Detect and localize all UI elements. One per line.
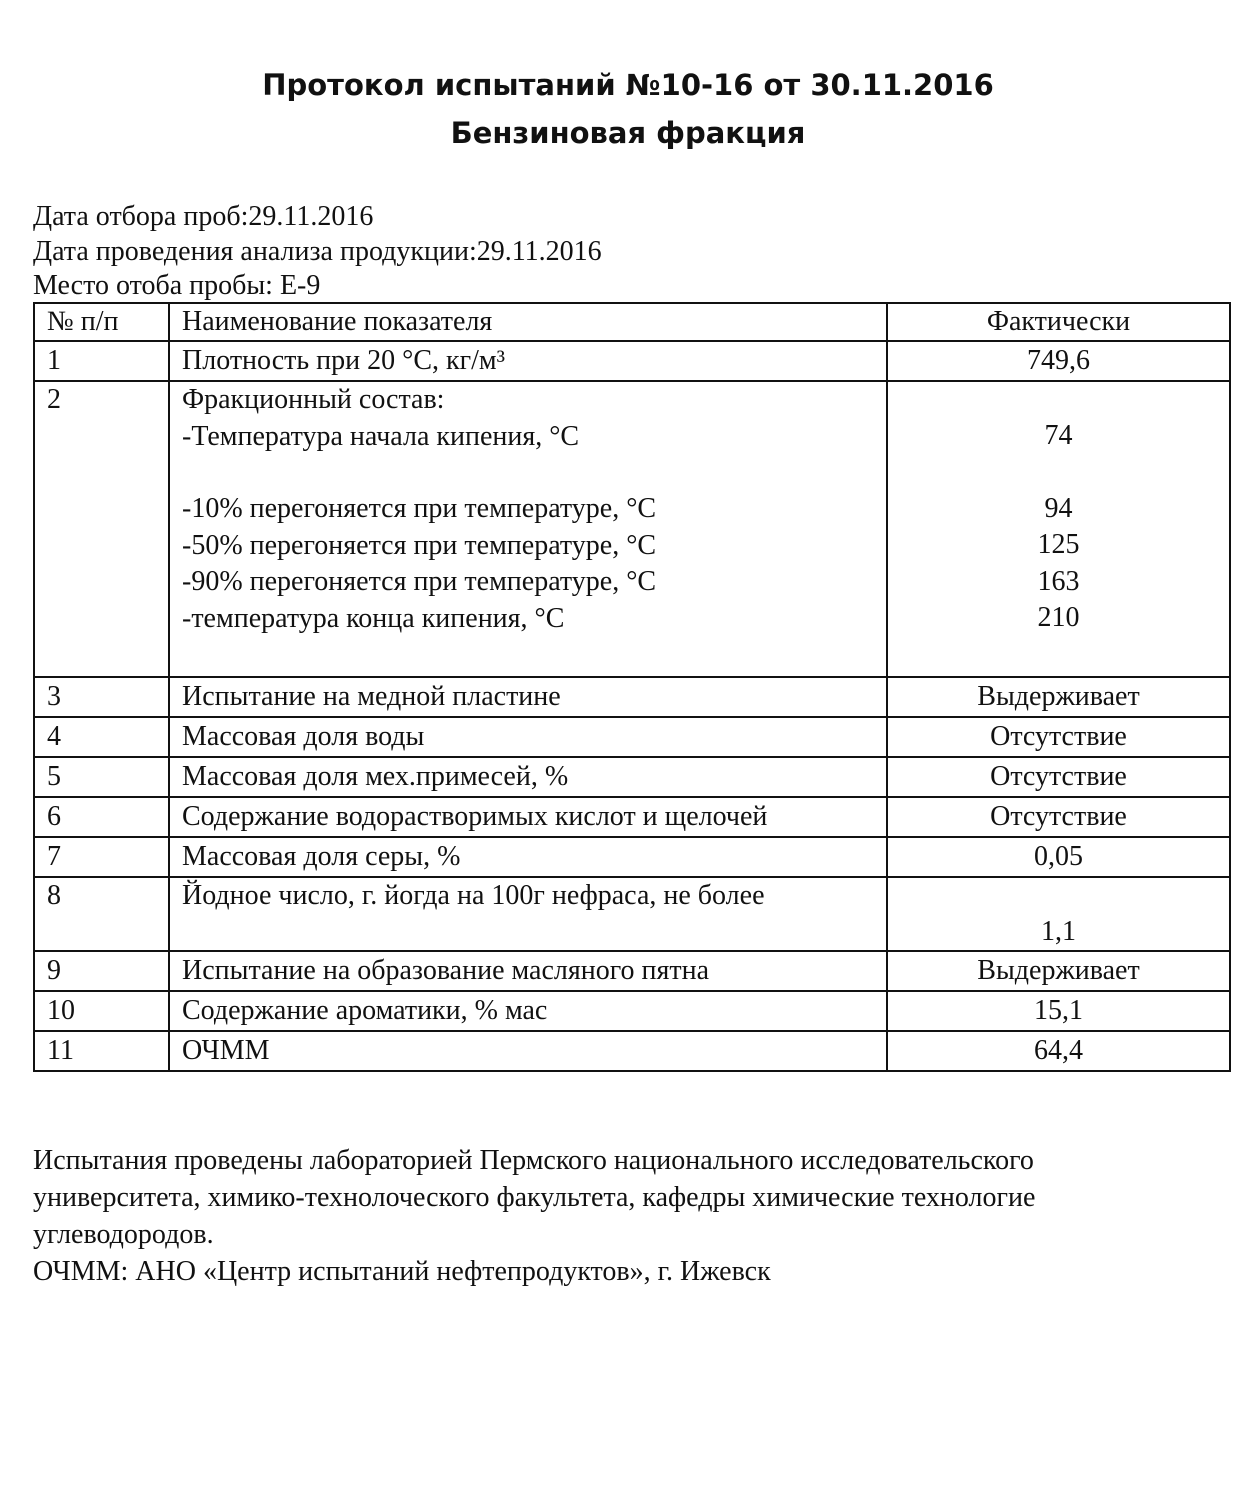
row-num: 7 (34, 837, 169, 877)
row-num: 10 (34, 991, 169, 1031)
sub-row-value: 74 (1044, 420, 1073, 451)
sub-row-name: -температура конца кипения, °С (182, 602, 565, 634)
row-value: 64,4 (887, 1031, 1230, 1071)
row-name: Фракционный состав: (182, 384, 445, 415)
row-value: 0,05 (887, 837, 1230, 877)
sub-row-name: -90% перегоняется при температуре, °С (182, 566, 657, 597)
sub-row-value: 210 (1037, 602, 1080, 633)
row-value-group (887, 381, 1230, 677)
table-row (34, 717, 1230, 757)
footer-note (33, 1142, 1223, 1290)
row-value: Выдерживает (887, 677, 1230, 717)
document-title: Протокол испытаний №10-16 от 30.11.2016 (262, 68, 994, 102)
header-value: Фактически (887, 303, 1230, 341)
analysis-date: Дата проведения анализа продукции:29.11.2016 (33, 236, 602, 267)
row-name: Испытание на образование масляного пятна (169, 951, 887, 991)
row-num: 11 (34, 1031, 169, 1071)
table-row (34, 757, 1230, 797)
table-row (34, 797, 1230, 837)
row-name: Содержание водорастворимых кислот и щелочей (169, 797, 887, 837)
row-value: 749,6 (887, 341, 1230, 381)
results-table (33, 302, 1231, 1072)
row-name-group (169, 381, 887, 677)
row-value: Отсутствие (887, 797, 1230, 837)
sampling-date: Дата отбора проб:29.11.2016 (33, 201, 374, 232)
header-name: Наименование показателя (169, 303, 887, 341)
row-name: Йодное число, г. йогда на 100г нефраса, не более (169, 877, 887, 951)
table-row (34, 991, 1230, 1031)
table-header-row (34, 303, 1230, 341)
row-num: 3 (34, 677, 169, 717)
table-row (34, 341, 1230, 381)
header-num: № п/п (34, 303, 169, 341)
document-subtitle: Бензиновая фракция (450, 116, 806, 150)
row-num: 6 (34, 797, 169, 837)
row-value: Отсутствие (887, 717, 1230, 757)
footer-line: углеводородов. (33, 1219, 214, 1250)
row-name: Плотность при 20 °С, кг/м³ (169, 341, 887, 381)
sub-row-name: -10% перегоняется при температуре, °С (182, 493, 657, 524)
row-value: 15,1 (887, 991, 1230, 1031)
sub-row-name: -50% перегоняется при температуре, °С (182, 529, 657, 561)
row-num: 1 (34, 341, 169, 381)
sub-row-value: 94 (1044, 492, 1073, 524)
table-row (34, 381, 1230, 677)
table-row (34, 877, 1230, 951)
row-name: ОЧММ (169, 1031, 887, 1071)
row-num: 8 (34, 877, 169, 951)
table-row (34, 837, 1230, 877)
row-num: 2 (34, 381, 169, 677)
row-value: Выдерживает (887, 951, 1230, 991)
table-row (34, 951, 1230, 991)
row-num: 4 (34, 717, 169, 757)
table-row (34, 677, 1230, 717)
row-name: Содержание ароматики, % мас (169, 991, 887, 1031)
footer-line: ОЧММ: АНО «Центр испытаний нефтепродуктов», г. Ижевск (33, 1256, 771, 1287)
row-name: Массовая доля серы, % (169, 837, 887, 877)
row-value: 1,1 (887, 877, 1230, 951)
row-num: 9 (34, 951, 169, 991)
sub-row-name: -Температура начала кипения, °С (182, 420, 580, 452)
row-name: Испытание на медной пластине (169, 677, 887, 717)
row-name: Массовая доля мех.примесей, % (169, 757, 887, 797)
table-row (34, 1031, 1230, 1071)
row-value: Отсутствие (887, 757, 1230, 797)
sampling-place: Место отоба пробы: Е-9 (33, 270, 321, 301)
footer-line: Испытания проведены лабораторией Пермского национального исследовательского (33, 1145, 1034, 1176)
row-name: Массовая доля воды (169, 717, 887, 757)
footer-line: университета, химико-технолоческого факультета, кафедры химические технологие (33, 1182, 1036, 1213)
sub-row-value: 163 (1037, 565, 1080, 597)
row-num: 5 (34, 757, 169, 797)
sub-row-value: 125 (1037, 529, 1080, 560)
